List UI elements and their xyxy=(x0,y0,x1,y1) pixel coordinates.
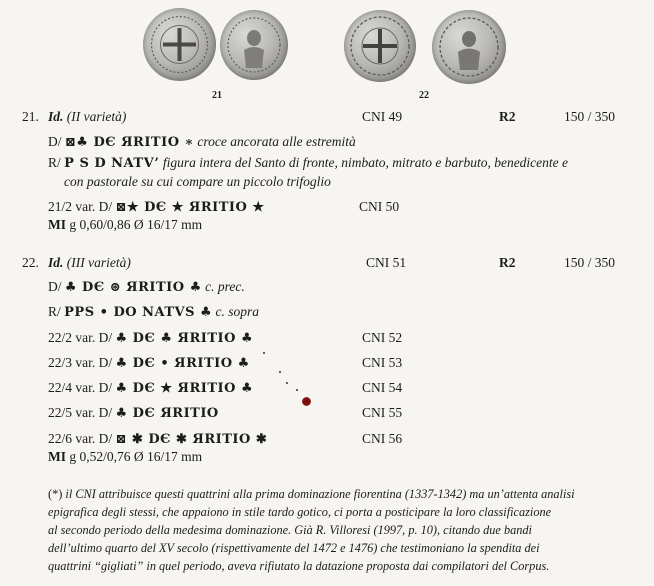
weight-diameter: g 0,52/0,76 Ø 16/17 mm xyxy=(69,449,203,464)
footnote-line: dell’ultimo quarto del XV secolo (rispettivamente del 1472 e 1476) che testimoniano la spendita dei xyxy=(48,541,540,555)
obverse-description: c. prec. xyxy=(205,279,245,294)
footnote-line: quattrini “gigliati” in quel periodo, aveva rifiutato la datazione proposta dai compilatori del Corpus. xyxy=(48,559,550,573)
coin-plate-label-21: 21 xyxy=(212,90,222,101)
entry-heading xyxy=(48,109,126,125)
reverse-description: figura intera del Santo di fronte, nimbato, mitrato e barbuto, benedicente e xyxy=(162,155,569,170)
coin-22-reverse-image xyxy=(432,10,506,84)
obverse-legend: ⊠♣ DЄ ЯRITIO ∗ xyxy=(64,135,195,150)
variant-cni-ref: CNI 52 xyxy=(362,330,403,345)
reverse-legend: P S D NATV’ xyxy=(64,156,160,171)
entry-variety: (II varietà) xyxy=(63,109,127,124)
obverse-prefix: D/ xyxy=(48,134,62,149)
obverse-description: croce ancorata alle estremità xyxy=(197,134,356,149)
entry-id: Id. xyxy=(48,109,64,124)
variant-label: 22/6 var. D/ xyxy=(48,431,113,446)
variant-legend: ⊠ ✱ DЄ ✱ ЯRITIO ✱ xyxy=(115,432,268,447)
entry-cni-ref: CNI 51 xyxy=(366,255,407,270)
obverse-legend: ♣ DЄ ⊛ ЯRITIO ♣ xyxy=(64,280,202,295)
entry-rarity: R2 xyxy=(499,255,516,270)
coin-21-reverse-image xyxy=(220,10,288,80)
variant-label: 22/4 var. D/ xyxy=(48,380,113,395)
variant-row xyxy=(48,431,267,447)
obverse-line xyxy=(48,279,245,295)
footnote-line: al secondo periodo della medesima dominazione. Già R. Villoresi (1997, p. 10), citando due bandi xyxy=(48,523,532,537)
entry-cni-ref: CNI 49 xyxy=(362,109,403,124)
coin-21-obverse-image xyxy=(143,8,216,81)
variant-cni-ref: CNI 56 xyxy=(362,431,403,446)
reverse-prefix: R/ xyxy=(48,304,61,319)
entry-id: Id. xyxy=(48,255,64,270)
reverse-description: c. sopra xyxy=(215,304,260,319)
variant-row xyxy=(48,199,265,215)
entry-price: 150 / 350 xyxy=(564,109,616,124)
variant-cni-ref: CNI 55 xyxy=(362,405,403,420)
variant-legend: ♣ DЄ ♣ ЯRITIO ♣ xyxy=(115,331,254,346)
footnote-line: epigrafica degli stessi, che appaiono in stile tardo gotico, ci porta a posticipare la loro classificazione xyxy=(48,505,552,519)
weight-diameter: g 0,60/0,86 Ø 16/17 mm xyxy=(69,217,203,232)
reverse-prefix: R/ xyxy=(48,155,61,170)
variant-legend: ♣ DЄ • ЯRITIO ♣ xyxy=(115,356,250,371)
variant-cni-ref: CNI 50 xyxy=(359,199,400,214)
footnote-text: il CNI attribuisce questi quattrini alla prima dominazione fiorentina (1337-1342) ma un’attenta analisi xyxy=(62,487,575,501)
reverse-line xyxy=(48,304,259,320)
coin-plate-label-22: 22 xyxy=(419,90,429,101)
metal-weight-line xyxy=(48,449,202,465)
variant-label: 22/3 var. D/ xyxy=(48,355,113,370)
entry-number: 21. xyxy=(22,109,39,124)
entry-variety: (III varietà) xyxy=(63,255,131,270)
metal-code: MI xyxy=(48,217,66,232)
coin-22-obverse-image xyxy=(344,10,416,82)
metal-weight-line xyxy=(48,217,202,233)
footnote-mark: (*) xyxy=(48,487,63,501)
variant-cni-ref: CNI 53 xyxy=(362,355,403,370)
variant-row xyxy=(48,355,250,371)
obverse-prefix: D/ xyxy=(48,279,62,294)
entry-rarity: R2 xyxy=(499,109,516,124)
variant-label: 22/5 var. D/ xyxy=(48,405,113,420)
entry-number: 22. xyxy=(22,255,39,270)
variant-legend: ⊠★ DЄ ★ ЯRITIO ★ xyxy=(115,200,265,215)
footnote-line xyxy=(48,487,575,502)
variant-legend: ♣ DЄ ЯRITIO xyxy=(115,406,219,421)
reverse-description-continued: con pastorale su cui compare un piccolo trifoglio xyxy=(64,174,331,189)
obverse-line xyxy=(48,134,356,150)
metal-code: MI xyxy=(48,449,66,464)
entry-heading xyxy=(48,255,131,271)
reverse-legend: PPS • DO NATVS ♣ xyxy=(64,305,213,320)
variant-row xyxy=(48,380,253,396)
variant-label: 22/2 var. D/ xyxy=(48,330,113,345)
variant-legend: ♣ DЄ ★ ЯRITIO ♣ xyxy=(115,381,254,396)
variant-cni-ref: CNI 54 xyxy=(362,380,403,395)
variant-label: 21/2 var. D/ xyxy=(48,199,113,214)
variant-row xyxy=(48,405,219,421)
reverse-line xyxy=(48,155,568,171)
variant-row xyxy=(48,330,253,346)
entry-price: 150 / 350 xyxy=(564,255,616,270)
